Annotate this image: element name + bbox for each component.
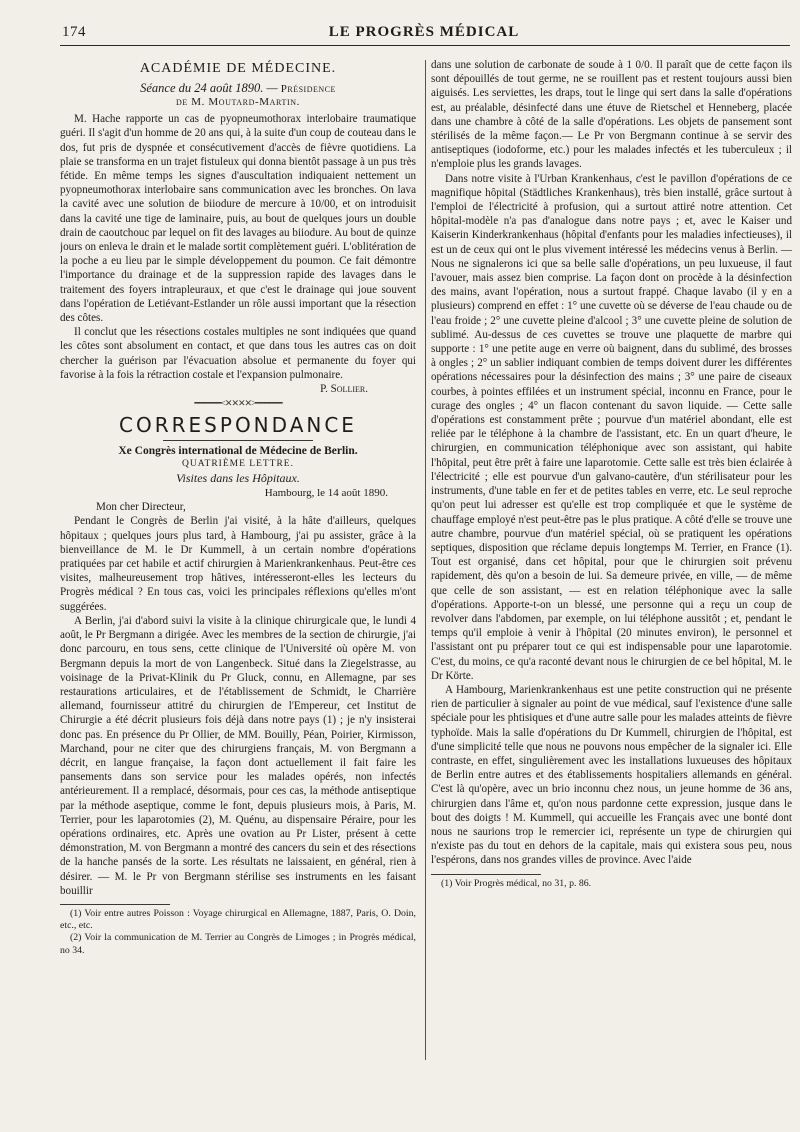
letter-paragraph-1: Pendant le Congrès de Berlin j'ai visité, à la hâte d'ailleurs, quelques hôpitaux ; quelques jours plus tard, à Hambourg, j'ai pu assister, grâce à la bienveillance de M. le Dr Kummell, à un certain nombre d'opérations pratiquées par cet habile et actif chirurgien à Marienkrankenhaus. Peut-être ces visites, malheureusement trop hâtives, intéresseront-elles les lecteurs du Progrès médical ? En tous cas, voici les principales réflexions qu'elles m'ont suggérées. (60, 515, 416, 613)
page-header (62, 24, 786, 44)
visites-heading: Visites dans les Hôpitaux. (176, 471, 300, 486)
page-number: 174 (62, 24, 86, 40)
footnote-2: (2) Voir la communication de M. Terrier au Congrès de Limoges ; in Progrès médical, no 34. (60, 932, 416, 956)
right-footnote-rule (431, 874, 541, 875)
presidence-name: de M. Moutard-Martin. (176, 96, 300, 109)
signature: P. Sollier. (320, 383, 368, 396)
right-paragraph-3: A Hambourg, Marienkrankenhaus est une petite construction qui ne présente rien de particulier à signaler au point de vue médical, sauf l'existence d'une salle spéciale pour les phtisiques et d'une autre salle pour les malades atteints de fièvre typhoïde. Mais la salle d'opérations du Dr Kummell, chirurgien de l'hôpital, est d'une simplicité telle que nous ne pouvons nous empêcher de la signaler ici. Elle contraste, en effet, singulièrement avec les installations luxueuses des hôpitaux de Berlin entre autres et des établissements hospitaliers allemands en général. C'est là qu'opère, avec un brio inconnu chez nous, un jeune homme de 36 ans, chirurgien dans l'âme et, qu'on nous pardonne cette expression, jusque dans le bout des doigts ! M. Kummell, qui accueille les Français avec une bonté dont nous ne saurions trop le remercier ici, représente un type de chirurgien qui n'existe pas du tout en dehors de la capitale, mais qui existera sous peu, nous l'espérons, dans nos grandes villes de province. Avec l'aide (431, 683, 792, 867)
right-paragraph-2: Dans notre visite à l'Urban Krankenhaus, c'est le pavillon d'opérations de ce magnifique hôpital (Städtliches Krankenhaus), très bien installé, grâce surtout à l'emploi de l'électricité à profusion, qui a surtout attiré notre attention. Cet hôpital-modèle n'a pas d'analogue dans notre pays ; et, avec le Kaiser und Kaiserin Kinderkrankenhaus (hôpital d'enfants pour les maladies infectieuses), il est un de ceux qui ont le plus vivement intéressé les médecins venus à Berlin. — Nous ne signalerons ici que sa belle salle d'opérations, un peu luxueuse, il faut l'avouer, mais assez bien comprise. La façon dont on procède à la désinfection des mains, avant l'opération, nous a surtout frappé. Chaque lavabo (il y en a plusieurs) comprend en effet : 1° une cuvette où se déverse de l'eau chaude ou de l'eau froide ; 2° une cuvette pleine d'alcool ; 3° une cuvette pleine de solution de sublimé. Au-dessus de ces cuvettes se trouve une plaquette de marbre qui supporte : 1° une petite auge en verre où baignent, dans du sublimé, des brosses à ongles ; 2° un sablier indiquant combien de temps doivent durer les différentes opérations nécessaires pour la désinfection des mains ; 3° une paire de ciseaux courbes, à pointes effilées et un instrument spécial, inconnu en France, pour le curage des ongles ; 4° un flacon contenant du savon liquide. — Cette salle d'opérations est constamment prête ; pourvue d'un matériel abondant, elle est reliée par le téléphone à la chambre de l'assistant, etc. En un quart d'heure, le chirurgien, en communication téléphonique avec son assistant, qui habite l'hôpital, peut être prêt à faire une laparotomie. Cette salle est très bien éclairée à l'électricité ; elle est pourvue d'un galvano-cautère, d'un stérilisateur pour les instruments, d'une table en fer et de petites tables en verre, etc. Le seul reproche qu'on peut lui adresser est qu'elle est trop compliquée et que le système de chauffage employé n'est peut-être pas le plus pratique. A côté d'elle se trouve une autre chambre, pourvue d'un matériel spécial, où se pratiquent les opérations septiques, disposition que réclame depuis longtemps M. Terrier, en France (1). Tout est organisé, dans cet hôpital, pour que le chirurgien soit prévenu rapidement, dès qu'on a besoin de lui. Sa demeure privée, en ville, — de même que celle de son assistant, — est en relation téléphonique avec la salle d'opérations. Apporte-t-on un blessé, une personne qui a reçu un coup de revolver dans l'abdomen, par exemple, on lui téléphone aussitôt ; et, pendant le temps qu'il emploie à venir à l'hôpital (20 minutes environ), le personnel et l'assistant ont pu préparer tout ce qui est indispensable pour une laparotomie. C'est, du moins, ce qu'a raconté devant nous le chirurgien de ce bel hôpital, M. le Dr Körte. (431, 172, 792, 682)
session-date: Séance du 24 août 1890. — (140, 81, 278, 95)
running-title: LE PROGRÈS MÉDICAL (328, 24, 520, 40)
academie-paragraph-2: Il conclut que les résections costales multiples ne sont indiquées que quand les côtes sont absolument en contact, et que dans tous les autres cas on doit chercher la guérison par l'évacuation absolue et permanente du foyer qui favorise à la fois la rétraction costale et l'expansion pulmonaire. (60, 326, 416, 381)
column-separator (425, 60, 426, 1060)
right-column (431, 58, 792, 1118)
presidence-word: Présidence (280, 83, 336, 95)
right-footnote: (1) Voir Progrès médical, no 31, p. 86. (441, 877, 592, 889)
salutation: Mon cher Directeur, (96, 501, 186, 514)
academie-title: ACADÉMIE DE MÉDECINE. (139, 61, 337, 76)
congress-heading: Xe Congrès international de Médecine de Berlin. (118, 445, 358, 458)
letter-paragraph-2: A Berlin, j'ai d'abord suivi la visite à la clinique chirurgicale que, le lundi 4 août, le Pr Bergmann a dirigée. Avec les membres de la section de chirurgie, j'ai donc parcouru, en tous sens, cette clinique de l'Université où opère M. von Bergmann depuis la mort de von Langenbeck. Situé dans la Ziegelstrasse, au voisinage de la Privat-Klinik du Pr Gluck, connu, en Allemagne, par ses restaurations articulaires, et de l'établissement de Schmidt, le Charrière allemand, fournisseur attitré du chirurgien de l'Empereur, cet Institut de Chirurgie a été décrit plusieurs fois déjà dans notre pays (1) ; je n'y insisterai donc pas. En présence du Pr Ollier, de MM. Bouilly, Péan, Poirier, Kirmisson, Marchand, pour ne citer que des chirurgiens français, M. von Bergmann a décrit, en langue française, la façon dont actuellement il fait faire les pansements dans son service pour les malades opérés, non infectés antérieurement. Il a remplacé, désormais, pour ces cas, la méthode antiseptique par la méthode aseptique, comme le font, depuis plusieurs mois, à Paris, M. Terrier, pour les laparotomies (2), M. Quénu, au dispensaire Péraire, pour les opérations ordinaires, etc. Après une ovation au Pr Lister, présent à cette démonstration, M. von Bergmann a montré des cancers du sein et des résections de la hanche pansés de la sorte. Les résultats ne laissaient, en général, rien à désirer. — M. le Pr von Bergmann stérilise ses instruments en les faisant bouillir (60, 614, 416, 897)
left-column (60, 58, 416, 1118)
ornament-divider: ━━━━━━<✕✕✕✕>━━━━━━ (194, 398, 282, 409)
dateline: Hambourg, le 14 août 1890. (264, 487, 388, 500)
correspondance-title: CORRESPONDANCE (119, 413, 357, 438)
footnote-rule (60, 904, 170, 905)
title-rule (163, 440, 313, 441)
academie-paragraph-1: M. Hache rapporte un cas de pyopneumothorax interlobaire traumatique guéri. Il s'agit d'un homme de 20 ans qui, à la suite d'un coup de couteau dans le dos, fut pris de dyspnée et consécutivement d'accès de fièvre quotidiens. La plaie se transforma en un trajet fistuleux qui donna bientôt passage à un pus très fétide. En même temps les signes d'auscultation indiquaient nettement un pyopneumothorax interlobaire sans communication avec les bronches. On lava la cavité avec une solution de biiodure de mercure à 10/00, et on introduisit dans la cavité une tige de laminaire, puis, au bout de quelques jours un double drain de caoutchouc par lequel on fit des lavages au biiodure. Au bout de quinze jours on enleva le drain et le malade sortit complètement guéri. L'oblitération de la poche a eu lieu par le simple développement du poumon. Ce fait démontre l'importance du drainage et de la suppression rapide des lavages dans le traitement des foyers intrapleuraux, et que c'est le drainage qui joue souvent dans l'opération de Letiévant-Estlander un rôle aussi important que la résection des côtes. (60, 113, 416, 325)
right-paragraph-1: dans une solution de carbonate de soude à 1 0/0. Il paraît que de cette façon ils sont dépouillés de tout germe, ne se rouillent pas et restent toujours aussi bien aiguisés. Les serviettes, les draps, tout le linge qui sert dans la salle d'opérations est, au préalable, désinfecté dans une étuve de Rietschel et Henneberg, placée dans une chambre à côté de la salle d'opérations. Les objets de pansement sont stérilisés de la même façon.— Le Pr von Bergmann continue à se servir des antiseptiques (iodoforme, etc.) pour les malades infectés et les tuberculeux ; il n'emploie plus les grands lavages. (431, 59, 792, 171)
letter-number: QUATRIÈME LETTRE. (182, 459, 294, 470)
session-line (60, 81, 416, 96)
header-rule (60, 45, 790, 46)
footnote-1: (1) Voir entre autres Poisson : Voyage chirurgical en Allemagne, 1887, Paris, O. Doin, etc., etc. (60, 907, 416, 932)
